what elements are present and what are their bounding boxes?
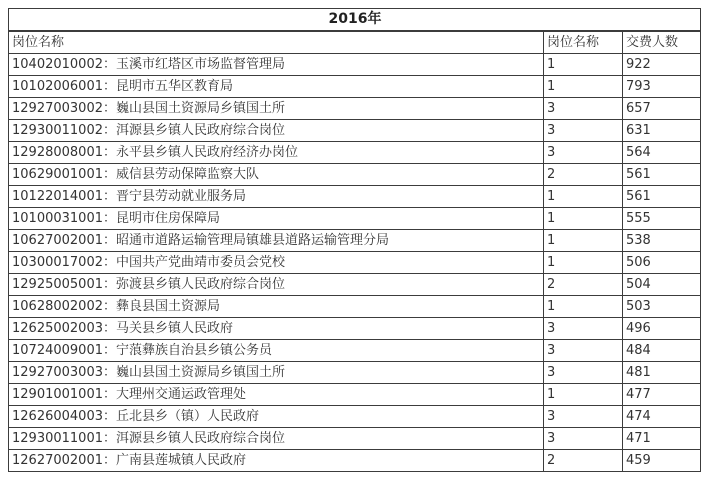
payer-count-cell: 793 — [623, 76, 701, 98]
table-row — [9, 186, 701, 208]
position-name-cell: 10102006001：昆明市五华区教育局 — [9, 76, 544, 98]
position-name-cell: 10629001001：威信县劳动保障监察大队 — [9, 164, 544, 186]
payer-count-cell: 477 — [623, 384, 701, 406]
table-row — [9, 428, 701, 450]
position-name-cell: 12928008001：永平县乡镇人民政府经济办岗位 — [9, 142, 544, 164]
position-count-cell: 1 — [544, 230, 623, 252]
position-name-cell: 10724009001：宁蒗彝族自治县乡镇公务员 — [9, 340, 544, 362]
table-row — [9, 318, 701, 340]
position-name-cell: 12927003003：巍山县国土资源局乡镇国土所 — [9, 362, 544, 384]
payer-count-cell: 564 — [623, 142, 701, 164]
position-count-cell: 3 — [544, 142, 623, 164]
position-name-cell: 10627002001：昭通市道路运输管理局镇雄县道路运输管理分局 — [9, 230, 544, 252]
table-row — [9, 76, 701, 98]
positions-table — [8, 8, 701, 472]
table-row — [9, 120, 701, 142]
position-name-cell: 10402010002：玉溪市红塔区市场监督管理局 — [9, 54, 544, 76]
position-name-cell: 12901001001：大理州交通运政管理处 — [9, 384, 544, 406]
payer-count-cell: 555 — [623, 208, 701, 230]
position-count-cell: 2 — [544, 450, 623, 472]
table-row — [9, 296, 701, 318]
position-count-cell: 1 — [544, 208, 623, 230]
column-header-position-count: 岗位名称 — [544, 31, 623, 54]
payer-count-cell: 631 — [623, 120, 701, 142]
position-name-cell: 12930011001：洱源县乡镇人民政府综合岗位 — [9, 428, 544, 450]
position-count-cell: 3 — [544, 428, 623, 450]
table-row — [9, 406, 701, 428]
table-row — [9, 208, 701, 230]
table-row — [9, 98, 701, 120]
payer-count-cell: 538 — [623, 230, 701, 252]
position-count-cell: 1 — [544, 186, 623, 208]
table-title: 2016年 — [9, 9, 701, 32]
table-header-row — [9, 31, 701, 54]
position-count-cell: 3 — [544, 406, 623, 428]
position-count-cell: 3 — [544, 120, 623, 142]
position-count-cell: 1 — [544, 54, 623, 76]
table-title-row — [9, 9, 701, 32]
payer-count-cell: 474 — [623, 406, 701, 428]
payer-count-cell: 504 — [623, 274, 701, 296]
position-count-cell: 1 — [544, 252, 623, 274]
table-row — [9, 274, 701, 296]
position-name-cell: 12925005001：弥渡县乡镇人民政府综合岗位 — [9, 274, 544, 296]
position-name-cell: 10100031001：昆明市住房保障局 — [9, 208, 544, 230]
position-name-cell: 10628002002：彝良县国土资源局 — [9, 296, 544, 318]
table-row — [9, 54, 701, 76]
position-name-cell: 12626004003：丘北县乡（镇）人民政府 — [9, 406, 544, 428]
position-count-cell: 2 — [544, 164, 623, 186]
position-name-cell: 10122014001：晋宁县劳动就业服务局 — [9, 186, 544, 208]
column-header-position-name: 岗位名称 — [9, 31, 544, 54]
position-count-cell: 3 — [544, 318, 623, 340]
payer-count-cell: 657 — [623, 98, 701, 120]
table-row — [9, 362, 701, 384]
position-count-cell: 3 — [544, 340, 623, 362]
position-name-cell: 12930011002：洱源县乡镇人民政府综合岗位 — [9, 120, 544, 142]
position-name-cell: 10300017002：中国共产党曲靖市委员会党校 — [9, 252, 544, 274]
table-row — [9, 450, 701, 472]
position-name-cell: 12927003002：巍山县国土资源局乡镇国土所 — [9, 98, 544, 120]
position-name-cell: 12627002001：广南县莲城镇人民政府 — [9, 450, 544, 472]
table-row — [9, 252, 701, 274]
position-name-cell: 12625002003：马关县乡镇人民政府 — [9, 318, 544, 340]
table-row — [9, 230, 701, 252]
payer-count-cell: 484 — [623, 340, 701, 362]
payer-count-cell: 503 — [623, 296, 701, 318]
payer-count-cell: 561 — [623, 164, 701, 186]
payer-count-cell: 561 — [623, 186, 701, 208]
payer-count-cell: 459 — [623, 450, 701, 472]
position-count-cell: 3 — [544, 98, 623, 120]
table-row — [9, 164, 701, 186]
column-header-payer-count: 交费人数 — [623, 31, 701, 54]
payer-count-cell: 471 — [623, 428, 701, 450]
payer-count-cell: 922 — [623, 54, 701, 76]
position-count-cell: 1 — [544, 384, 623, 406]
position-count-cell: 1 — [544, 296, 623, 318]
position-count-cell: 3 — [544, 362, 623, 384]
position-count-cell: 1 — [544, 76, 623, 98]
table-body — [9, 54, 701, 472]
table-row — [9, 384, 701, 406]
payer-count-cell: 506 — [623, 252, 701, 274]
payer-count-cell: 496 — [623, 318, 701, 340]
table-row — [9, 142, 701, 164]
table-row — [9, 340, 701, 362]
position-count-cell: 2 — [544, 274, 623, 296]
payer-count-cell: 481 — [623, 362, 701, 384]
